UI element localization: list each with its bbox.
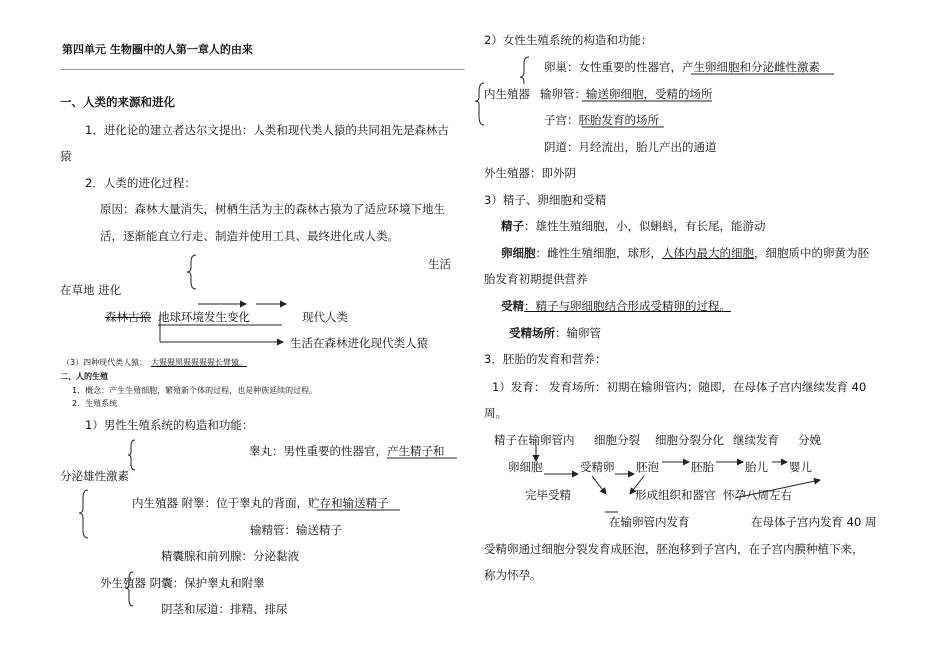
female-inner-brace xyxy=(475,83,484,125)
seminal-line: 精囊腺和前列腺：分泌黏液 xyxy=(161,549,299,563)
male-outer-brace xyxy=(125,572,133,606)
testis-line-b: 分泌雄性激素 xyxy=(60,469,129,483)
evo-forest-label: 生活在森林进化现代类人猿 xyxy=(290,336,428,350)
flow-tissue-formation: 形成组织和器官 xyxy=(635,488,716,502)
embryo-heading: 3．胚胎的发育和营养： xyxy=(484,352,607,366)
egg-largest: 人体内最大的细胞 xyxy=(662,246,754,260)
section-2-heading: 二、人的生殖 xyxy=(60,372,108,381)
penis-line: 阴茎和尿道：排精、排尿 xyxy=(161,602,288,616)
female-heading: 2）女性生殖系统的构造和功能： xyxy=(484,33,653,47)
flow-zygote: 受精卵 xyxy=(580,460,615,474)
flow-arrow-8 xyxy=(630,476,644,494)
flow-birth: 分娩 xyxy=(798,433,821,447)
testis-brace xyxy=(128,440,135,470)
flow-division-differentiation: 细胞分裂分化 xyxy=(655,433,724,447)
flow-arrow-9 xyxy=(735,480,820,498)
epididymis-line: 内生殖器 附睾：位于睾丸的背面，贮存和输送精子 xyxy=(132,496,389,510)
flow-egg: 卵细胞 xyxy=(508,460,543,474)
reason-line-a: 原因：森林大量消失，树栖生活为主的森林古猿为了适应环境下地生 xyxy=(100,202,445,216)
egg-term: 卵细胞 xyxy=(501,246,536,260)
flow-in-uterus: 在母体子宫内发育 40 周 xyxy=(751,515,877,529)
testis-line: 睾丸：男性重要的性器官，产生精子和 xyxy=(249,444,445,458)
reason-line-b: 活，逐渐能直立行走、制造并使用工具、最终进化成人类。 xyxy=(100,229,399,243)
development-line: 1）发育： 发育场所：初期在输卵管内；随即，在母体子宫内继续发育 40 xyxy=(492,380,867,394)
sperm-term: 精子 xyxy=(501,219,524,233)
egg-desc-a: ：雌性生殖细胞，球形， xyxy=(535,246,662,260)
para-2: 2．人类的进化过程： xyxy=(85,176,196,190)
page-title: 第四单元 生物圈中的人第一章人的由来 xyxy=(62,43,253,56)
tube-line: 输卵管：输送卵细胞，受精的场所 xyxy=(540,87,713,101)
four-apes-label: （3）四种现代类人猿： xyxy=(62,358,148,367)
flow-arrow-7 xyxy=(592,476,606,494)
flow-continue-development: 继续发育 xyxy=(733,433,779,447)
para-1a: 1．进化论的建立者达尔文提出：人类和现代类人猿的共同祖先是森林古 xyxy=(85,123,449,137)
flow-in-tube: 在输卵管内发育 xyxy=(609,515,690,529)
flow-cell-division: 细胞分裂 xyxy=(594,433,640,447)
fert-place-desc: ：输卵管 xyxy=(555,326,601,340)
ovary-line: 卵巢：女性重要的性器官，产生卵细胞和分泌雌性激素 xyxy=(544,60,820,74)
flow-fertilization-done: 完毕受精 xyxy=(525,488,571,502)
female-brace xyxy=(520,57,529,84)
flow-sperm-in-tube: 精子在输卵管内 xyxy=(494,433,575,447)
flow-blastocyst: 胚泡 xyxy=(636,460,659,474)
inner-organs-label: 内生殖器 xyxy=(484,87,530,101)
flow-embryo: 胚胎 xyxy=(691,460,714,474)
evo-life-label: 生活 xyxy=(428,257,451,271)
flow-fetus: 胎儿 xyxy=(745,460,768,474)
egg-desc-b: ，细胞质中的卵黄为胚 xyxy=(754,246,869,260)
sperm-desc: ：雄性生殖细胞，小，似蝌蚪，有长尾，能游动 xyxy=(524,219,766,233)
development-week: 周。 xyxy=(484,406,507,420)
flow-baby: 婴儿 xyxy=(789,460,812,474)
evo-modern-label: 现代人类 xyxy=(302,310,348,324)
vas-line: 输精管：输送精子 xyxy=(250,523,342,537)
section-1-heading: 一、人类的来源和进化 xyxy=(60,95,175,109)
outer-organs-line: 外生殖器：即外阴 xyxy=(484,166,576,180)
uterus-line: 子宫：胚胎发育的场所 xyxy=(544,113,659,127)
egg-line-c: 胎发育初期提供营养 xyxy=(484,272,588,286)
system-line: 2．生殖系统 xyxy=(72,399,118,408)
scrotum-line: 外生殖器 阴囊：保护睾丸和附睾 xyxy=(100,576,265,590)
fertilization-desc: ：精子与卵细胞结合形成受精卵的过程。 xyxy=(524,299,731,313)
evo-ape-label: 森林古猿 xyxy=(105,310,151,324)
summary-line-a: 受精卵通过细胞分裂发育成胚泡，胚泡移到子宫内，在子宫内膜种植下来， xyxy=(484,542,864,556)
fertilization-term: 受精 xyxy=(501,299,524,313)
vagina-line: 阴道：月经流出，胎儿产出的通道 xyxy=(544,140,717,154)
evo-earth-label: 地球环境发生变化 xyxy=(158,310,250,324)
summary-line-b: 称为怀孕。 xyxy=(484,568,542,582)
four-apes-list: 大猩猩黑猩猩猩猩长臂猿。 xyxy=(151,358,247,367)
male-heading: 1）男性生殖系统的构造和功能： xyxy=(85,418,254,432)
flow-eight-weeks: 怀孕八周左右 xyxy=(723,488,792,502)
evo-grass-label: 在草地 进化 xyxy=(60,283,122,297)
section-3-heading: 3）精子、卵细胞和受精 xyxy=(484,193,607,207)
evolution-brace xyxy=(187,255,196,289)
fert-place-term: 受精场所 xyxy=(509,326,555,340)
concept-line: 1．概念：产生生殖细胞，繁殖新个体的过程，也是种族延续的过程。 xyxy=(72,386,318,395)
para-1b: 猿 xyxy=(60,149,72,163)
male-inner-brace xyxy=(79,490,88,538)
